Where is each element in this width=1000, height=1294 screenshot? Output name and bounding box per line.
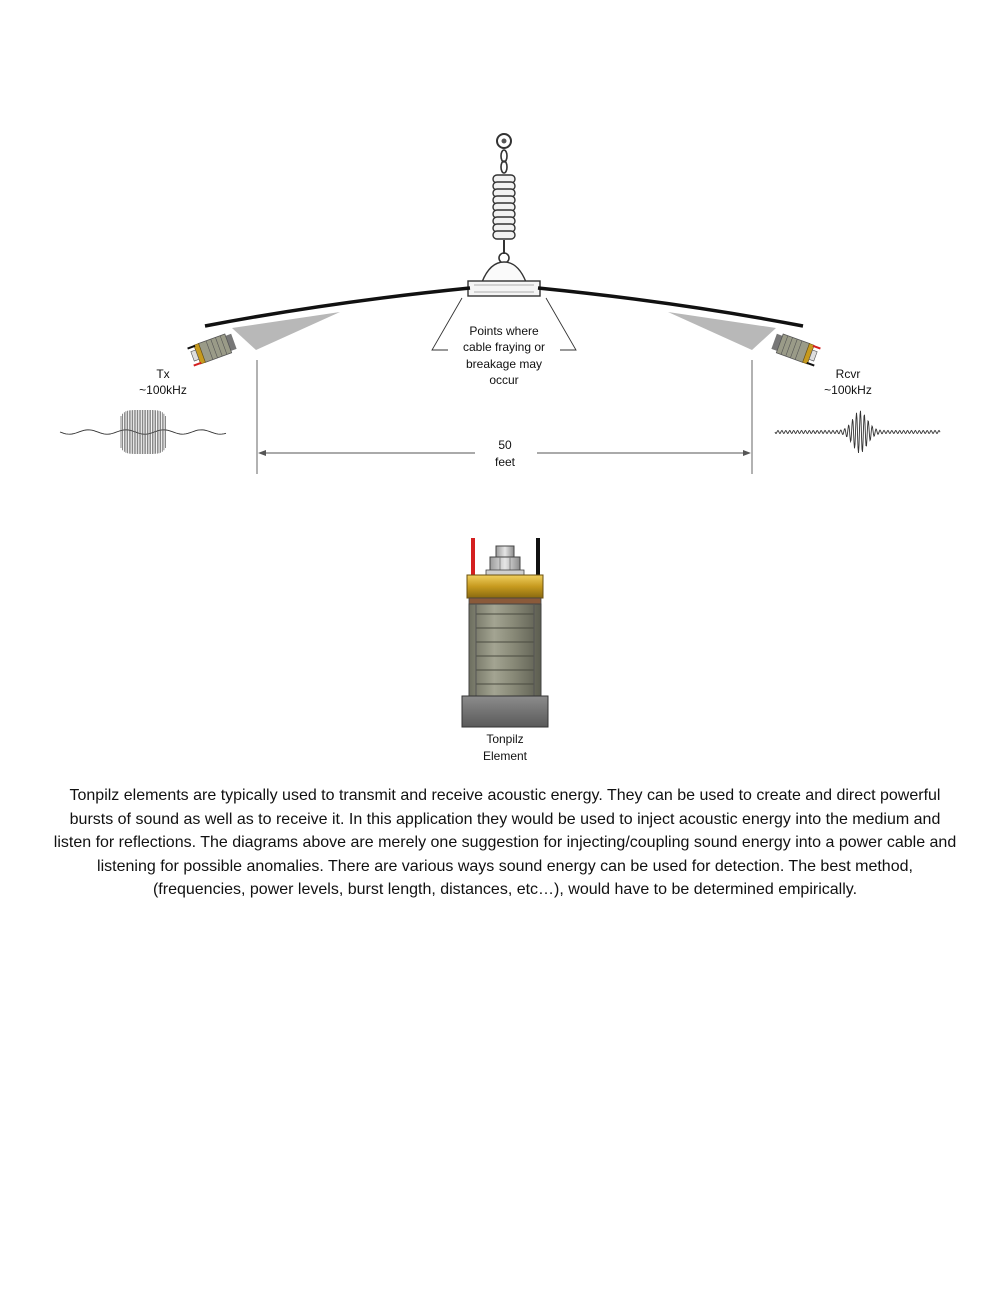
fray-note-line-3: breakage may bbox=[465, 357, 543, 371]
tx-waveform-burst bbox=[121, 410, 166, 454]
rcvr-frequency: ~100kHz bbox=[824, 383, 872, 397]
fray-note-line-4: occur bbox=[489, 373, 519, 387]
fray-callout bbox=[432, 298, 576, 387]
dimension-left-arrowhead bbox=[258, 450, 266, 456]
description-paragraph: Tonpilz elements are typically used to transmit and receive acoustic energy. They can be used to create and direct powerful bursts of sound as well as to receive it. In this application they would be used to inject acoustic energy into the medium and listen for reflections. The diagrams above are merely one suggestion for injecting/coupling sound energy into a power cable and listening for possible anomalies. There are various ways sound energy can be used for detection. The best method, (frequencies, power levels, burst length, distances, etc…), would have to be determined empirically. bbox=[53, 787, 957, 898]
head-mass-gold bbox=[467, 575, 543, 598]
tonpilz-label-line-2: Element bbox=[482, 749, 528, 763]
cable-right-span bbox=[538, 288, 803, 326]
dimension-right-arrowhead bbox=[743, 450, 751, 456]
tonpilz-element-illustration bbox=[462, 538, 548, 763]
distance-unit: feet bbox=[494, 455, 516, 469]
cable-clamp-saddle bbox=[482, 262, 526, 282]
rcvr-waveform bbox=[775, 411, 940, 453]
cable-clamp bbox=[468, 281, 540, 296]
cable-left-span bbox=[205, 288, 470, 326]
bolt-head bbox=[496, 546, 514, 558]
washer bbox=[486, 570, 524, 575]
distance-value: 50 bbox=[498, 438, 512, 452]
tonpilz-label-line-1: Tonpilz bbox=[486, 732, 524, 746]
tx-waveform-baseline bbox=[60, 430, 226, 434]
tx-transducer bbox=[187, 332, 237, 367]
cable-suspension-hardware bbox=[468, 134, 540, 296]
chain-links bbox=[501, 150, 507, 173]
vibration-damper-coil bbox=[493, 175, 515, 239]
tx-label: Tx bbox=[156, 367, 170, 381]
fray-callout-right-leader bbox=[546, 298, 576, 350]
rcvr-label: Rcvr bbox=[835, 367, 861, 381]
fray-note-line-1: Points where bbox=[469, 324, 539, 338]
nut bbox=[490, 557, 520, 571]
piezo-stack bbox=[469, 604, 541, 696]
tail-mass-base bbox=[462, 696, 548, 727]
fray-callout-left-leader bbox=[432, 298, 462, 350]
rcvr-transducer bbox=[771, 332, 821, 367]
electrode-strip bbox=[469, 598, 541, 604]
tx-frequency: ~100kHz bbox=[139, 383, 187, 397]
fray-note-line-2: cable fraying or bbox=[462, 340, 546, 354]
